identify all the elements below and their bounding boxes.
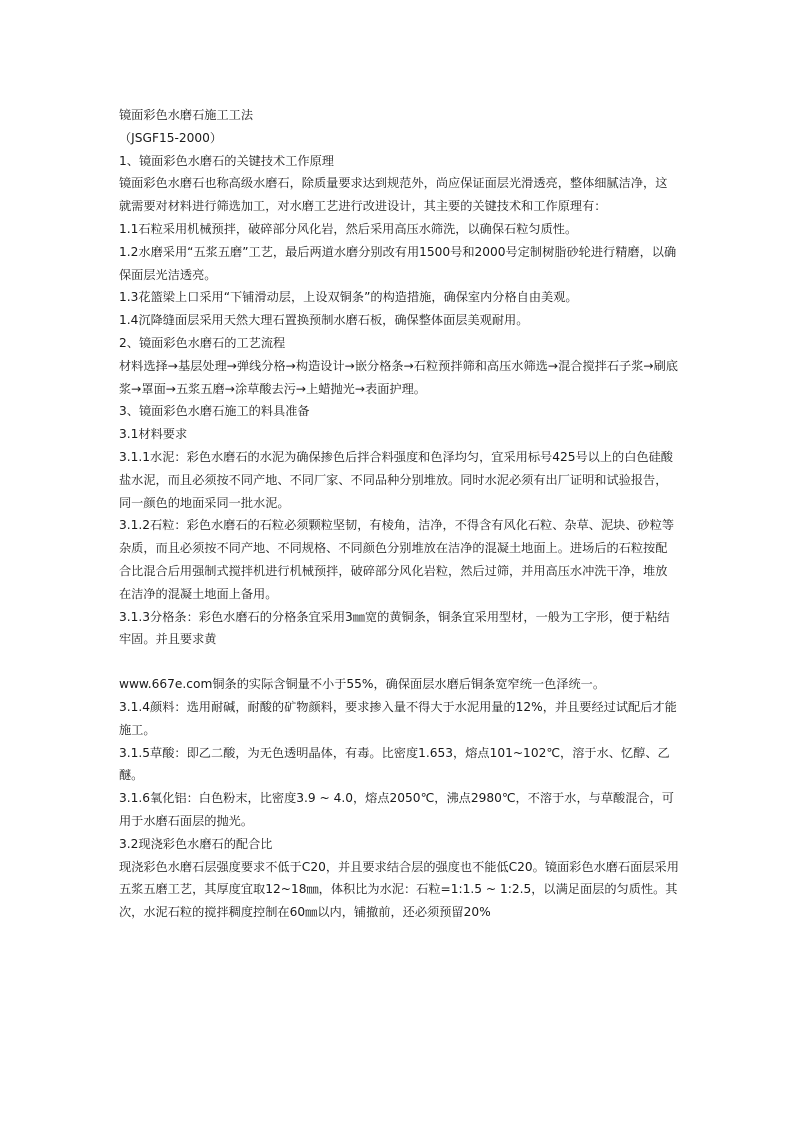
item-3-1-6: 3.1.6氧化铝：白色粉末，比密度3.9 ~ 4.0，熔点2050℃，沸点2980℃，不溶于水，与草酸混合，可用于水磨石面层的抛光。 xyxy=(119,791,674,828)
subsection-3-2-heading: 3.2现浇彩色水磨石的配合比 xyxy=(119,836,273,851)
blank-gap xyxy=(119,651,679,673)
item-3-1-5: 3.1.5草酸：即乙二酸，为无色透明晶体，有毒。比密度1.653，熔点101~102℃，溶于水、忆醇、乙醚。 xyxy=(119,745,670,783)
document-title: 镜面彩色水磨石施工工法 xyxy=(119,108,254,122)
item-3-1-1: 3.1.1水泥：彩色水磨石的水泥为确保掺色后拌合料强度和色泽均匀，宜采用标号425号以上的白色硅酸盐水泥，而且必须按不同产地、不同厂家、不同品种分别堆放。同时水泥必须有出厂证明和试验报告，同一颜色的地面采同一批水泥。 xyxy=(119,449,673,510)
item-3-1-2: 3.1.2石粒：彩色水磨石的石粒必须颗粒坚韧，有棱角，洁净，不得含有风化石粒、杂草、泥块、砂粒等杂质，而且必须按不同产地、不同规格、不同颜色分别堆放在洁净的混凝土地面上。进场后的石粒按配合比混合后用强制式搅拌机进行机械预拌，破碎部分风化岩粒，然后过筛，并用高压水冲洗干净，堆放在洁净的混凝土地面上备用。 xyxy=(119,518,675,601)
section-2-heading: 2、镜面彩色水磨石的工艺流程 xyxy=(119,335,286,350)
item-1-1: 1.1石粒采用机械预拌，破碎部分风化岩，然后采用高压水筛洗，以确保石粒匀质性。 xyxy=(119,221,578,236)
process-flow: 材料选择→基层处理→弹线分格→构造设计→嵌分格条→石粒预拌筛和高压水筛选→混合搅拌石子浆→刷底浆→罩面→五浆五磨→涂草酸去污→上蜡抛光→表面护理。 xyxy=(119,358,678,396)
subsection-3-2-body: 现浇彩色水磨石层强度要求不低于C20，并且要求结合层的强度也不能低C20。镜面彩色水磨石面层采用五浆五磨工艺，其厚度宜取12~18㎜，体积比为水泥：石粒=1:1.5 ~ 1:2.5，以满足面层的匀质性。其次，水泥石粒的搅拌稠度控制在60㎜以内，铺撤前，还必须预留20% xyxy=(119,859,679,920)
document-body xyxy=(119,104,679,924)
item-1-4: 1.4沉降缝面层采用天然大理石置换预制水磨石板，确保整体面层美观耐用。 xyxy=(119,313,529,328)
item-1-2: 1.2水磨采用“五浆五磨”工艺，最后两道水磨分别改有用1500号和2000号定制树脂砂轮进行精磨，以确保面层光洁透亮。 xyxy=(119,244,677,282)
subsection-3-1-heading: 3.1材料要求 xyxy=(119,427,188,442)
standard-code: （JSGF15-2000） xyxy=(119,130,223,145)
section-1-heading: 1、镜面彩色水磨石的关键技术工作原理 xyxy=(119,153,334,168)
item-3-1-3: 3.1.3分格条：彩色水磨石的分格条宜采用3㎜宽的黄铜条，铜条宜采用型材，一般为工字形，便于粘结牢固。并且要求黄 xyxy=(119,609,670,647)
section-3-heading: 3、镜面彩色水磨石施工的料具准备 xyxy=(119,404,310,419)
section-1-intro: 镜面彩色水磨石也称高级水磨石，除质量要求达到规范外，尚应保证面层光滑透亮，整体细腻洁净，这就需要对材料进行筛选加工，对水磨工艺进行改进设计，其主要的关键技术和工作原理有： xyxy=(119,176,668,214)
item-1-3: 1.3花篮梁上口采用“下铺滑动层，上设双铜条”的构造措施，确保室内分格自由美观。 xyxy=(119,290,578,305)
item-3-1-4: 3.1.4颜料：选用耐碱，耐酸的矿物颜料，要求掺入量不得大于水泥用量的12%，并且要经过试配后才能施工。 xyxy=(119,699,677,737)
item-3-1-3-continued: www.667e.com铜条的实际含铜量不小于55%，确保面层水磨后铜条宽窄统一色泽统一。 xyxy=(119,677,606,692)
